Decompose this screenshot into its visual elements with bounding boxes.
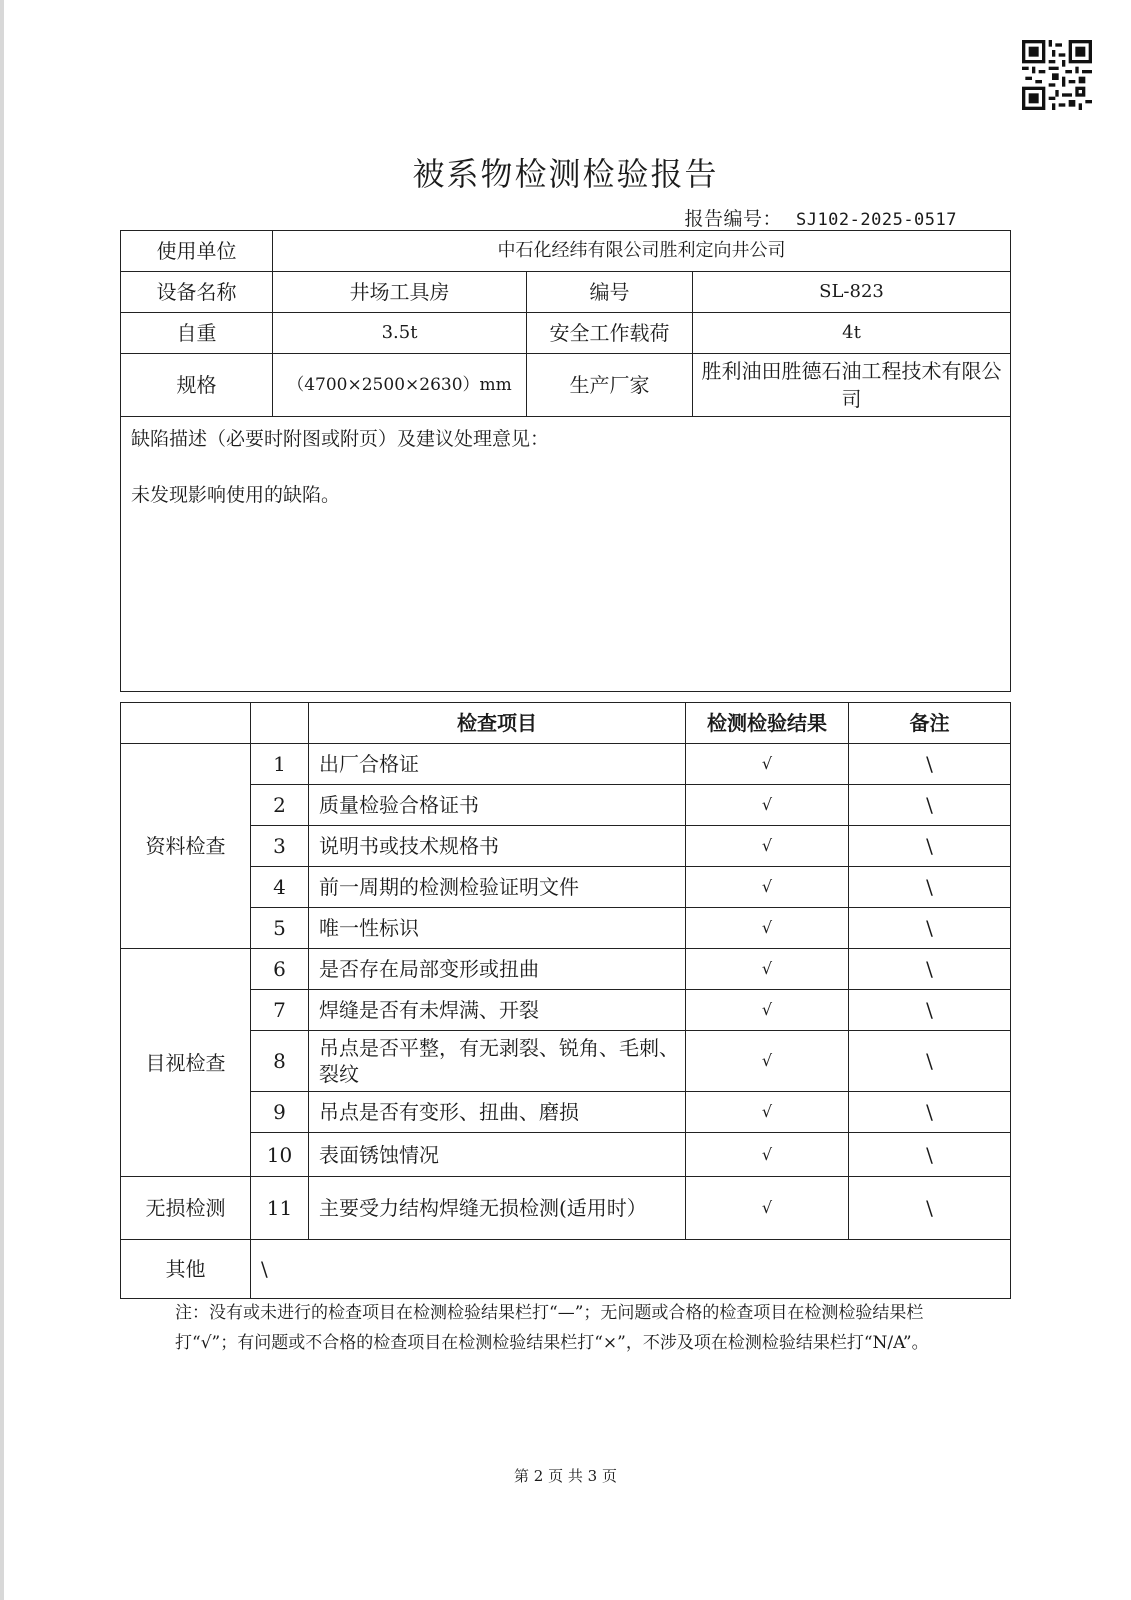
check-item: 吊点是否有变形、扭曲、磨损 bbox=[309, 1092, 686, 1133]
check-remark: \ bbox=[849, 1031, 1011, 1092]
defect-text: 未发现影响使用的缺陷。 bbox=[131, 484, 341, 506]
check-result: √ bbox=[686, 744, 849, 785]
equipment-name-value: 井场工具房 bbox=[273, 272, 527, 313]
header-empty-cell bbox=[121, 703, 251, 744]
header-result: 检测检验结果 bbox=[686, 703, 849, 744]
check-item: 前一周期的检测检验证明文件 bbox=[309, 867, 686, 908]
table-row bbox=[121, 231, 1011, 272]
group-visual-check: 目视检查 bbox=[121, 949, 251, 1177]
check-result: √ bbox=[686, 1133, 849, 1177]
check-remark: \ bbox=[849, 990, 1011, 1031]
table-row bbox=[121, 1240, 1011, 1299]
row-number: 11 bbox=[251, 1177, 309, 1240]
spec-value: （4700×2500×2630）mm bbox=[273, 354, 527, 417]
row-number: 4 bbox=[251, 867, 309, 908]
row-number: 5 bbox=[251, 908, 309, 949]
table-row bbox=[121, 826, 1011, 867]
report-number-value: SJ102-2025-0517 bbox=[795, 210, 957, 230]
safe-load-value: 4t bbox=[693, 313, 1011, 354]
check-remark: \ bbox=[849, 1177, 1011, 1240]
self-weight-label: 自重 bbox=[121, 313, 273, 354]
table-header-row bbox=[121, 703, 1011, 744]
user-unit-label: 使用单位 bbox=[121, 231, 273, 272]
check-remark: \ bbox=[849, 785, 1011, 826]
table-row bbox=[121, 313, 1011, 354]
check-result: √ bbox=[686, 908, 849, 949]
check-remark: \ bbox=[849, 826, 1011, 867]
group-document-check: 资料检查 bbox=[121, 744, 251, 949]
check-result: √ bbox=[686, 867, 849, 908]
check-item: 主要受力结构焊缝无损检测(适用时） bbox=[309, 1177, 686, 1240]
check-item: 表面锈蚀情况 bbox=[309, 1133, 686, 1177]
defect-label: 缺陷描述（必要时附图或附页）及建议处理意见： bbox=[131, 428, 550, 450]
check-item: 焊缝是否有未焊满、开裂 bbox=[309, 990, 686, 1031]
check-item: 是否存在局部变形或扭曲 bbox=[309, 949, 686, 990]
check-remark: \ bbox=[849, 867, 1011, 908]
check-remark: \ bbox=[849, 1133, 1011, 1177]
check-result: √ bbox=[686, 826, 849, 867]
row-number: 10 bbox=[251, 1133, 309, 1177]
scan-edge bbox=[0, 0, 4, 1600]
check-item: 唯一性标识 bbox=[309, 908, 686, 949]
table-row bbox=[121, 949, 1011, 990]
table-row bbox=[121, 990, 1011, 1031]
qr-code-icon bbox=[1022, 40, 1092, 110]
check-result: √ bbox=[686, 1177, 849, 1240]
table-row bbox=[121, 1133, 1011, 1177]
check-result: √ bbox=[686, 990, 849, 1031]
row-number: 1 bbox=[251, 744, 309, 785]
self-weight-value: 3.5t bbox=[273, 313, 527, 354]
footnote: 注：没有或未进行的检查项目在检测检验结果栏打“—”；无问题或合格的检查项目在检测检验结果栏打“√”；有问题或不合格的检查项目在检测检验结果栏打“×”，不涉及项在检测检验结果栏打“N/A”。 bbox=[175, 1303, 929, 1353]
check-remark: \ bbox=[849, 744, 1011, 785]
row-number: 9 bbox=[251, 1092, 309, 1133]
report-title: 被系物检测检验报告 bbox=[412, 155, 719, 193]
user-unit-value: 中石化经纬有限公司胜利定向井公司 bbox=[273, 231, 1011, 272]
number-value: SL-823 bbox=[693, 272, 1011, 313]
header-remark: 备注 bbox=[849, 703, 1011, 744]
defect-row bbox=[121, 417, 1011, 692]
table-row bbox=[121, 744, 1011, 785]
check-remark: \ bbox=[849, 1092, 1011, 1133]
header-item: 检查项目 bbox=[309, 703, 686, 744]
manufacturer-value: 胜利油田胜德石油工程技术有限公司 bbox=[693, 354, 1011, 417]
table-row bbox=[121, 1092, 1011, 1133]
spec-label: 规格 bbox=[121, 354, 273, 417]
check-item: 出厂合格证 bbox=[309, 744, 686, 785]
check-item: 吊点是否平整，有无剥裂、锐角、毛刺、裂纹 bbox=[309, 1031, 686, 1092]
inspection-table bbox=[120, 702, 1011, 1299]
equipment-info-table bbox=[120, 230, 1011, 692]
check-item: 质量检验合格证书 bbox=[309, 785, 686, 826]
check-remark: \ bbox=[849, 949, 1011, 990]
group-ndt-check: 无损检测 bbox=[121, 1177, 251, 1240]
report-number bbox=[684, 204, 957, 231]
row-number: 8 bbox=[251, 1031, 309, 1092]
check-item: 说明书或技术规格书 bbox=[309, 826, 686, 867]
table-row bbox=[121, 354, 1011, 417]
check-result: √ bbox=[686, 1031, 849, 1092]
row-number: 7 bbox=[251, 990, 309, 1031]
page-number: 第 2 页 共 3 页 bbox=[514, 1467, 617, 1485]
table-row bbox=[121, 867, 1011, 908]
table-row bbox=[121, 908, 1011, 949]
other-label: 其他 bbox=[121, 1240, 251, 1299]
equipment-name-label: 设备名称 bbox=[121, 272, 273, 313]
safe-load-label: 安全工作载荷 bbox=[527, 313, 693, 354]
check-result: √ bbox=[686, 785, 849, 826]
row-number: 3 bbox=[251, 826, 309, 867]
number-label: 编号 bbox=[527, 272, 693, 313]
table-row bbox=[121, 1177, 1011, 1240]
report-number-label: 报告编号： bbox=[684, 208, 782, 230]
table-row bbox=[121, 272, 1011, 313]
check-remark: \ bbox=[849, 908, 1011, 949]
check-result: √ bbox=[686, 1092, 849, 1133]
row-number: 2 bbox=[251, 785, 309, 826]
header-empty-cell bbox=[251, 703, 309, 744]
defect-cell bbox=[121, 417, 1011, 692]
other-value: \ bbox=[251, 1240, 1011, 1299]
table-row bbox=[121, 785, 1011, 826]
row-number: 6 bbox=[251, 949, 309, 990]
table-row bbox=[121, 1031, 1011, 1092]
check-result: √ bbox=[686, 949, 849, 990]
manufacturer-label: 生产厂家 bbox=[527, 354, 693, 417]
